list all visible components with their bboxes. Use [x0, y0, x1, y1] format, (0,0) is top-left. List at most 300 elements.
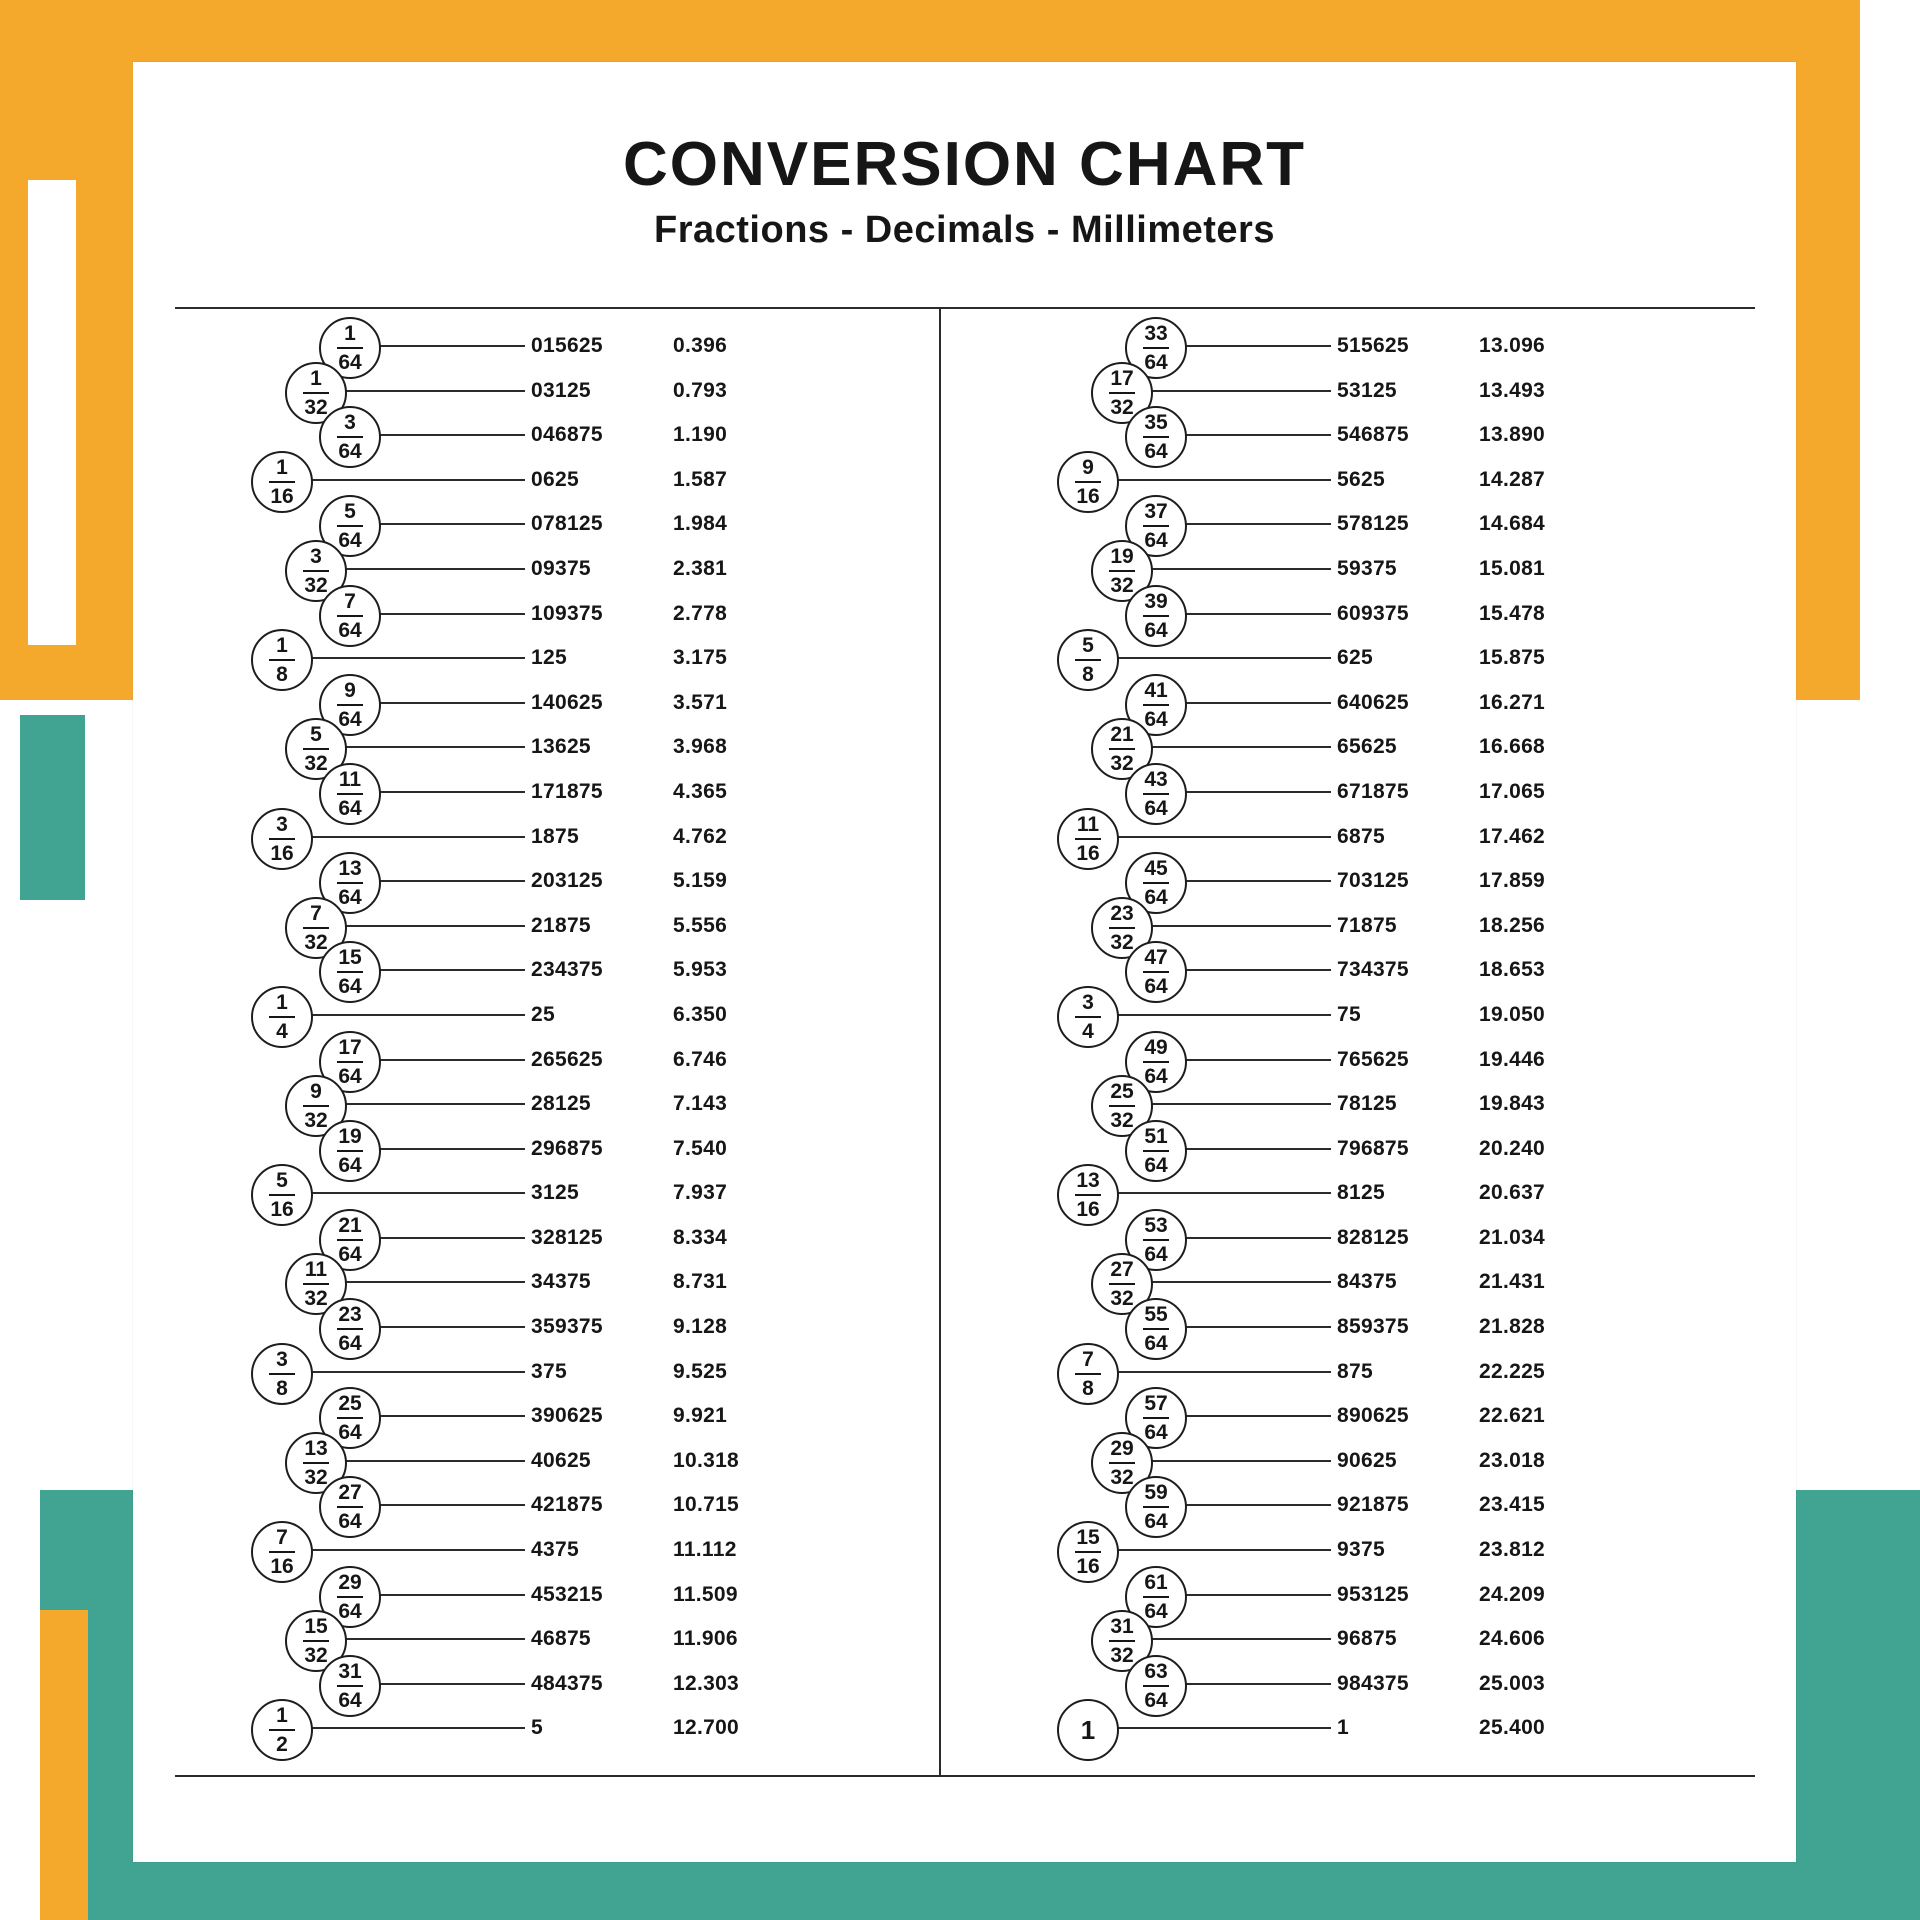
- fraction-denominator: 8: [1082, 1376, 1094, 1400]
- fraction-denominator: 32: [1110, 573, 1134, 597]
- fraction-bar: [303, 1640, 329, 1642]
- millimeter-value: 7.540: [673, 1136, 728, 1160]
- chart-row: [939, 901, 1745, 954]
- fraction-bar: [303, 570, 329, 572]
- fraction-bubble: [1125, 1476, 1187, 1538]
- decimal-value: 953125: [1337, 1582, 1409, 1606]
- fraction-bar: [1075, 1551, 1101, 1553]
- fraction-bar: [1143, 882, 1169, 884]
- millimeter-value: 7.143: [673, 1092, 728, 1116]
- millimeter-value: 3.968: [673, 735, 728, 759]
- chart-row: [939, 857, 1745, 910]
- fraction-bar: [269, 659, 295, 661]
- leader-line: [1147, 568, 1331, 570]
- leader-line: [341, 1460, 525, 1462]
- decimal-value: 1875: [531, 824, 579, 848]
- leader-line: [1147, 1460, 1331, 1462]
- fraction-bubble: [319, 1655, 381, 1717]
- fraction-numerator: 15: [338, 946, 362, 970]
- decimal-value: 453215: [531, 1582, 603, 1606]
- fraction-numerator: 49: [1144, 1035, 1168, 1059]
- decimal-value: 4375: [531, 1538, 579, 1562]
- millimeter-value: 11.906: [673, 1627, 738, 1651]
- leader-line: [1181, 1059, 1331, 1061]
- fraction-bar: [1075, 1016, 1101, 1018]
- decimal-value: 859375: [1337, 1315, 1409, 1339]
- fraction-denominator: 64: [338, 975, 362, 999]
- fraction-bubble: [251, 1521, 313, 1583]
- leader-line: [375, 345, 525, 347]
- fraction-bubble: [251, 1699, 313, 1761]
- leader-line: [307, 657, 525, 659]
- fraction-numerator: 31: [338, 1659, 362, 1683]
- fraction-numerator: 17: [1110, 366, 1134, 390]
- chart-row: [133, 1704, 939, 1757]
- decimal-value: 0625: [531, 467, 579, 491]
- fraction-bar: [1109, 1462, 1135, 1464]
- leader-line: [1181, 702, 1331, 704]
- decimal-value: 59375: [1337, 556, 1397, 580]
- fraction-numerator: 35: [1144, 411, 1168, 435]
- leader-line: [375, 1326, 525, 1328]
- fraction-numerator: 11: [338, 767, 362, 791]
- fraction-bar: [337, 615, 363, 617]
- fraction-numerator: 27: [338, 1481, 362, 1505]
- millimeter-value: 14.287: [1479, 467, 1546, 491]
- page-subtitle: Fractions - Decimals - Millimeters: [654, 209, 1275, 252]
- millimeter-value: 10.715: [673, 1493, 740, 1517]
- fraction-denominator: 32: [304, 1287, 328, 1311]
- leader-line: [375, 1683, 525, 1685]
- fraction-bar: [1109, 392, 1135, 394]
- fraction-numerator: 21: [1110, 723, 1134, 747]
- chart-row: [133, 990, 939, 1043]
- millimeter-value: 5.159: [673, 869, 728, 893]
- millimeter-value: 5.953: [673, 958, 728, 982]
- fraction-numerator: 7: [310, 901, 322, 925]
- leader-line: [1181, 969, 1331, 971]
- chart-row: [939, 634, 1745, 687]
- fraction-bar: [303, 1462, 329, 1464]
- decimal-value: 265625: [531, 1047, 603, 1071]
- fraction-numerator: 27: [1110, 1258, 1134, 1282]
- chart-row: [133, 455, 939, 508]
- fraction-numerator: 33: [1144, 322, 1168, 345]
- millimeter-value: 23.415: [1479, 1493, 1546, 1517]
- fraction-denominator: 64: [338, 618, 362, 642]
- fraction-denominator: 32: [1110, 1109, 1134, 1133]
- chart-row: [133, 1080, 939, 1133]
- millimeter-value: 3.175: [673, 646, 728, 670]
- chart-row: [939, 1436, 1745, 1489]
- decimal-value: 171875: [531, 779, 603, 803]
- millimeter-value: 25.400: [1479, 1716, 1546, 1740]
- fraction-numerator: 29: [1110, 1436, 1134, 1460]
- fraction-bar: [269, 481, 295, 483]
- chart-row: [939, 1303, 1745, 1356]
- decimal-value: 875: [1337, 1359, 1373, 1383]
- millimeter-value: 16.271: [1479, 690, 1546, 714]
- leader-line: [375, 613, 525, 615]
- fraction-denominator: 16: [1076, 484, 1100, 508]
- leader-line: [375, 1504, 525, 1506]
- millimeter-value: 21.034: [1479, 1225, 1546, 1249]
- fraction-bar: [1143, 704, 1169, 706]
- fraction-numerator: 47: [1144, 946, 1168, 970]
- chart-row: [133, 1124, 939, 1177]
- fraction-bar: [337, 1596, 363, 1598]
- leader-line: [1113, 836, 1331, 838]
- fraction-denominator: 64: [338, 440, 362, 464]
- millimeter-value: 20.240: [1479, 1136, 1546, 1160]
- chart-row: [133, 1213, 939, 1266]
- leader-line: [307, 479, 525, 481]
- chart-row: [939, 1347, 1745, 1400]
- fraction-bar: [269, 1016, 295, 1018]
- chart-row: [939, 946, 1745, 999]
- millimeter-value: 4.762: [673, 824, 728, 848]
- decimal-value: 40625: [531, 1448, 591, 1472]
- decimal-value: 828125: [1337, 1225, 1409, 1249]
- fraction-denominator: 64: [1144, 886, 1168, 910]
- fraction-numerator: 21: [338, 1213, 362, 1237]
- decimal-value: 078125: [531, 512, 603, 536]
- chart-row: [939, 411, 1745, 464]
- leader-line: [375, 1148, 525, 1150]
- millimeter-value: 21.431: [1479, 1270, 1546, 1294]
- fraction-numerator: 3: [344, 411, 356, 435]
- fraction-bubble: [1057, 629, 1119, 691]
- fraction-bar: [303, 1105, 329, 1107]
- fraction-denominator: 32: [304, 1465, 328, 1489]
- leader-line: [1147, 925, 1331, 927]
- fraction-denominator: 32: [1110, 395, 1134, 419]
- fraction-numerator: 61: [1144, 1570, 1168, 1594]
- fraction-denominator: 8: [276, 1376, 288, 1400]
- leader-line: [375, 434, 525, 436]
- fraction-denominator: 64: [1144, 1242, 1168, 1266]
- fraction-numerator: 1: [276, 455, 288, 479]
- chart-row: [133, 812, 939, 865]
- millimeter-value: 11.509: [673, 1582, 738, 1606]
- chart-row: [939, 723, 1745, 776]
- leader-line: [307, 1549, 525, 1551]
- fraction-numerator: 41: [1144, 678, 1168, 702]
- decimal-value: 328125: [531, 1225, 603, 1249]
- fraction-denominator: 32: [304, 1644, 328, 1668]
- chart-row: [133, 1526, 939, 1579]
- fraction-numerator: 57: [1144, 1392, 1168, 1416]
- fraction-bubble: [1125, 941, 1187, 1003]
- fraction-denominator: 32: [1110, 1287, 1134, 1311]
- leader-line: [1181, 1594, 1331, 1596]
- leader-line: [1181, 1148, 1331, 1150]
- fraction-numerator: 7: [1082, 1347, 1094, 1371]
- fraction-denominator: 64: [338, 1064, 362, 1088]
- fraction-denominator: 64: [1144, 1688, 1168, 1712]
- millimeter-value: 19.050: [1479, 1002, 1546, 1026]
- fraction-denominator: 64: [338, 796, 362, 820]
- fraction-denominator: 32: [1110, 1644, 1134, 1668]
- fraction-bar: [1143, 1061, 1169, 1063]
- fraction-bar: [337, 704, 363, 706]
- fraction-bar: [337, 1061, 363, 1063]
- millimeter-value: 0.793: [673, 378, 728, 402]
- decimal-value: 546875: [1337, 423, 1409, 447]
- decimal-value: 78125: [1337, 1092, 1397, 1116]
- fraction-bubble: [251, 629, 313, 691]
- leader-line: [375, 1415, 525, 1417]
- chart-row: [133, 1570, 939, 1623]
- millimeter-value: 24.209: [1479, 1582, 1546, 1606]
- fraction-numerator: 29: [338, 1570, 362, 1594]
- fraction-bubble: [319, 1476, 381, 1538]
- fraction-numerator: 63: [1144, 1659, 1168, 1683]
- fraction-denominator: 16: [270, 1555, 294, 1579]
- decimal-value: 046875: [531, 423, 603, 447]
- millimeter-value: 1.984: [673, 512, 728, 536]
- leader-line: [1147, 746, 1331, 748]
- chart-row: [939, 544, 1745, 597]
- fraction-bar: [269, 1194, 295, 1196]
- decimal-value: 515625: [1337, 334, 1409, 357]
- fraction-bubble: [1057, 986, 1119, 1048]
- fraction-denominator: 32: [1110, 752, 1134, 776]
- decimal-value: 6875: [1337, 824, 1385, 848]
- decimal-value: 921875: [1337, 1493, 1409, 1517]
- decimal-value: 015625: [531, 334, 603, 357]
- fraction-denominator: 16: [1076, 1198, 1100, 1222]
- chart-row: [133, 366, 939, 419]
- decimal-value: 34375: [531, 1270, 591, 1294]
- fraction-numerator: 9: [1082, 455, 1094, 479]
- chart-column-left: [133, 314, 939, 1757]
- leader-line: [1181, 1504, 1331, 1506]
- fraction-numerator: 15: [304, 1615, 328, 1639]
- fraction-denominator: 64: [1144, 440, 1168, 464]
- millimeter-value: 4.365: [673, 779, 728, 803]
- chart-row: [939, 455, 1745, 508]
- chart-row: [133, 1169, 939, 1222]
- fraction-denominator: 32: [1110, 1465, 1134, 1489]
- decimal-value: 484375: [531, 1671, 603, 1695]
- leader-line: [1113, 1014, 1331, 1016]
- fraction-bubble: [251, 1343, 313, 1405]
- fraction-bar: [1075, 838, 1101, 840]
- fraction-bar: [1109, 1105, 1135, 1107]
- fraction-numerator: 51: [1144, 1124, 1168, 1148]
- chart-row: [939, 812, 1745, 865]
- fraction-bar: [1143, 1506, 1169, 1508]
- millimeter-value: 15.081: [1479, 556, 1546, 580]
- fraction-bar: [337, 436, 363, 438]
- fraction-bubble: [1057, 1164, 1119, 1226]
- fraction-denominator: 8: [276, 663, 288, 687]
- chart-row: [133, 1258, 939, 1311]
- leader-line: [1113, 1192, 1331, 1194]
- leader-line: [1181, 1683, 1331, 1685]
- chart-row: [939, 1035, 1745, 1088]
- fraction-bar: [337, 1239, 363, 1241]
- millimeter-value: 13.493: [1479, 378, 1546, 402]
- fraction-bar: [337, 347, 363, 349]
- millimeter-value: 23.812: [1479, 1538, 1546, 1562]
- millimeter-value: 0.396: [673, 334, 728, 357]
- background-strip-white-left: [0, 1490, 40, 1920]
- leader-line: [341, 390, 525, 392]
- fraction-numerator: 3: [1082, 990, 1094, 1014]
- fraction-bubble: [319, 585, 381, 647]
- decimal-value: 65625: [1337, 735, 1397, 759]
- chart-row: [133, 500, 939, 553]
- divider-bottom: [175, 1775, 1755, 1777]
- fraction-denominator: 64: [1144, 1510, 1168, 1534]
- chart-row: [133, 678, 939, 731]
- fraction-denominator: 64: [1144, 351, 1168, 374]
- fraction-bar: [1143, 1596, 1169, 1598]
- fraction-numerator: 5: [1082, 634, 1094, 658]
- millimeter-value: 22.621: [1479, 1404, 1546, 1428]
- chart-row: [133, 634, 939, 687]
- chart-row: [133, 1035, 939, 1088]
- chart-row: [133, 1392, 939, 1445]
- chart-columns: [133, 314, 1796, 1757]
- fraction-numerator: 31: [1110, 1615, 1134, 1639]
- leader-line: [1181, 1237, 1331, 1239]
- millimeter-value: 15.875: [1479, 646, 1546, 670]
- leader-line: [307, 836, 525, 838]
- leader-line: [1147, 1103, 1331, 1105]
- fraction-denominator: 32: [304, 930, 328, 954]
- millimeter-value: 13.890: [1479, 423, 1546, 447]
- leader-line: [341, 746, 525, 748]
- decimal-value: 3125: [531, 1181, 579, 1205]
- leader-line: [1181, 613, 1331, 615]
- fraction-bubble: [251, 1164, 313, 1226]
- millimeter-value: 12.303: [673, 1671, 740, 1695]
- leader-line: [341, 1281, 525, 1283]
- fraction-numerator: 5: [310, 723, 322, 747]
- fraction-bar: [1143, 1685, 1169, 1687]
- fraction-numerator: 1: [276, 1704, 288, 1728]
- decimal-value: 984375: [1337, 1671, 1409, 1695]
- millimeter-value: 21.828: [1479, 1315, 1546, 1339]
- chart-row: [133, 322, 939, 374]
- fraction-denominator: 64: [338, 1421, 362, 1445]
- page-title: CONVERSION CHART: [622, 130, 1307, 199]
- fraction-denominator: 4: [1082, 1019, 1094, 1043]
- fraction-numerator: 37: [1144, 500, 1168, 524]
- millimeter-value: 18.653: [1479, 958, 1546, 982]
- fraction-numerator: 1: [344, 322, 356, 345]
- fraction-denominator: 64: [338, 1332, 362, 1356]
- fraction-denominator: 16: [270, 841, 294, 865]
- fraction-bar: [1109, 748, 1135, 750]
- chart-row: [133, 857, 939, 910]
- millimeter-value: 6.746: [673, 1047, 728, 1071]
- fraction-bubble: [1125, 1655, 1187, 1717]
- decimal-value: 13625: [531, 735, 591, 759]
- millimeter-value: 1.190: [673, 423, 728, 447]
- chart-row: [133, 1615, 939, 1668]
- millimeter-value: 9.921: [673, 1404, 728, 1428]
- fraction-bar: [1143, 793, 1169, 795]
- chart-row: [939, 1481, 1745, 1534]
- chart-row: [133, 589, 939, 642]
- chart-row: [133, 1303, 939, 1356]
- fraction-bar: [337, 525, 363, 527]
- chart-row: [939, 1258, 1745, 1311]
- fraction-bar: [303, 1283, 329, 1285]
- millimeter-value: 24.606: [1479, 1627, 1546, 1651]
- fraction-bubble: [1125, 1120, 1187, 1182]
- leader-line: [341, 1638, 525, 1640]
- millimeter-value: 5.556: [673, 913, 728, 937]
- fraction-bar: [337, 1506, 363, 1508]
- fraction-numerator: 23: [338, 1303, 362, 1327]
- chart-row: [133, 544, 939, 597]
- fraction-bubble: [1057, 808, 1119, 870]
- fraction-numerator: 7: [344, 589, 356, 613]
- fraction-denominator: 64: [338, 1153, 362, 1177]
- decimal-value: 90625: [1337, 1448, 1397, 1472]
- fraction-denominator: 32: [304, 395, 328, 419]
- decimal-value: 625: [1337, 646, 1373, 670]
- leader-line: [307, 1014, 525, 1016]
- fraction-bar: [269, 838, 295, 840]
- fraction-denominator: 2: [276, 1733, 288, 1757]
- decimal-value: 703125: [1337, 869, 1409, 893]
- leader-line: [1181, 880, 1331, 882]
- millimeter-value: 1.587: [673, 467, 728, 491]
- chart-row: [133, 1481, 939, 1534]
- leader-line: [341, 568, 525, 570]
- fraction-numerator: 59: [1144, 1481, 1168, 1505]
- chart-row: [939, 1169, 1745, 1222]
- fraction-bar: [1143, 525, 1169, 527]
- millimeter-value: 8.731: [673, 1270, 728, 1294]
- leader-line: [1181, 791, 1331, 793]
- fraction-bar: [1075, 481, 1101, 483]
- fraction-numerator: 45: [1144, 857, 1168, 881]
- decimal-value: 84375: [1337, 1270, 1397, 1294]
- decimal-value: 9375: [1337, 1538, 1385, 1562]
- decimal-value: 09375: [531, 556, 591, 580]
- fraction-bar: [1109, 1640, 1135, 1642]
- decimal-value: 359375: [531, 1315, 603, 1339]
- decimal-value: 609375: [1337, 601, 1409, 625]
- millimeter-value: 9.525: [673, 1359, 728, 1383]
- fraction-denominator: 32: [1110, 930, 1134, 954]
- leader-line: [1181, 345, 1331, 347]
- chart-row: [133, 767, 939, 820]
- fraction-denominator: 64: [1144, 1153, 1168, 1177]
- decimal-value: 125: [531, 646, 567, 670]
- fraction-denominator: 64: [1144, 1064, 1168, 1088]
- fraction-bar: [1143, 436, 1169, 438]
- fraction-numerator: 1: [1080, 1714, 1096, 1745]
- leader-line: [341, 925, 525, 927]
- millimeter-value: 17.859: [1479, 869, 1546, 893]
- fraction-bar: [303, 748, 329, 750]
- decimal-value: 71875: [1337, 913, 1397, 937]
- fraction-numerator: 7: [276, 1526, 288, 1550]
- leader-line: [307, 1727, 525, 1729]
- chart-row: [939, 678, 1745, 731]
- fraction-denominator: 64: [1144, 796, 1168, 820]
- fraction-numerator: 23: [1110, 901, 1134, 925]
- leader-line: [375, 1237, 525, 1239]
